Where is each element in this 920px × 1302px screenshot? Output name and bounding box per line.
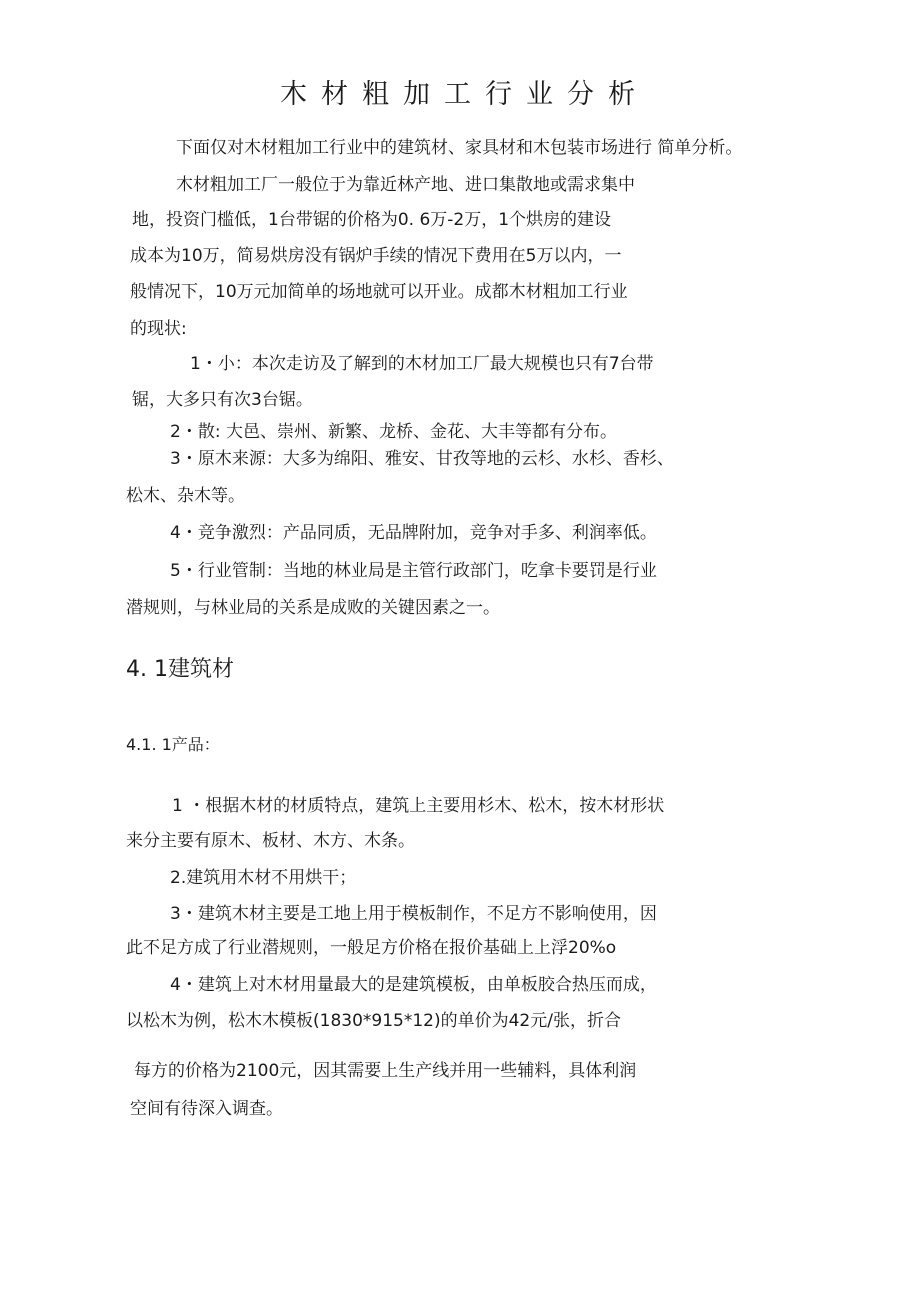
point-line-4: 3・原木来源：大多为绵阳、雅安、甘孜等地的云杉、水杉、香杉、	[170, 449, 674, 469]
intro-line-4: 成本为10万，简易烘房没有锅炉手续的情况下费用在5万以内，一	[130, 246, 622, 266]
point-line-1: 1・小：本次走访及了解到的木材加工厂最大规模也只有7台带	[190, 354, 654, 374]
product-line-4: 3・建筑木材主要是工地上用于模板制作，不足方不影响使用，因	[170, 904, 657, 924]
point-line-8: 潜规则，与林业局的关系是成败的关键因素之一。	[126, 598, 500, 618]
product-line-9: 空间有待深入调查。	[130, 1099, 283, 1119]
subsection-heading: 4.1. 1产品：	[126, 735, 220, 754]
product-line-5: 此不足方成了行业潜规则，一般足方价格在报价基础上上浮20%o	[126, 938, 617, 958]
section-heading: 4. 1建筑材	[126, 657, 234, 682]
intro-line-3: 地，投资门槛低，1台带锯的价格为0. 6万-2万，1个烘房的建设	[132, 210, 612, 230]
point-line-6: 4・竞争激烈：产品同质，无品牌附加，竞争对手多、利润率低。	[170, 523, 657, 543]
point-line-3: 2・散: 大邑、崇州、新繁、龙桥、金花、大丰等都有分布。	[170, 422, 617, 442]
intro-line-6: 的现状:	[130, 319, 187, 339]
intro-line-1: 下面仅对木材粗加工行业中的建筑材、家具材和木包装市场进行 简单分析。	[176, 138, 743, 158]
point-line-5: 松木、杂木等。	[126, 486, 245, 506]
document-title: 木材粗加工行业分析	[280, 79, 649, 110]
product-line-2: 来分主要有原木、板材、木方、木条。	[126, 831, 415, 851]
product-line-7: 以松木为例，松木木模板(1830*915*12)的单价为42元/张，折合	[126, 1011, 621, 1031]
product-line-3: 2.建筑用木材不用烘干；	[170, 868, 357, 888]
product-line-6: 4・建筑上对木材用量最大的是建筑模板，由单板胶合热压而成，	[170, 975, 657, 995]
intro-line-5: 般情况下，10万元加简单的场地就可以开业。成都木材粗加工行业	[130, 282, 628, 302]
point-line-2: 锯，大多只有次3台锯。	[132, 390, 313, 410]
intro-line-2: 木材粗加工厂一般位于为靠近林产地、进口集散地或需求集中	[176, 175, 635, 195]
product-line-8: 每方的价格为2100元，因其需要上生产线并用一些辅料，具体利润	[134, 1061, 637, 1081]
point-line-7: 5・行业管制：当地的林业局是主管行政部门，吃拿卡要罚是行业	[170, 561, 657, 581]
product-line-1: 1 ・根据木材的材质特点，建筑上主要用杉木、松木，按木材形状	[172, 796, 665, 816]
